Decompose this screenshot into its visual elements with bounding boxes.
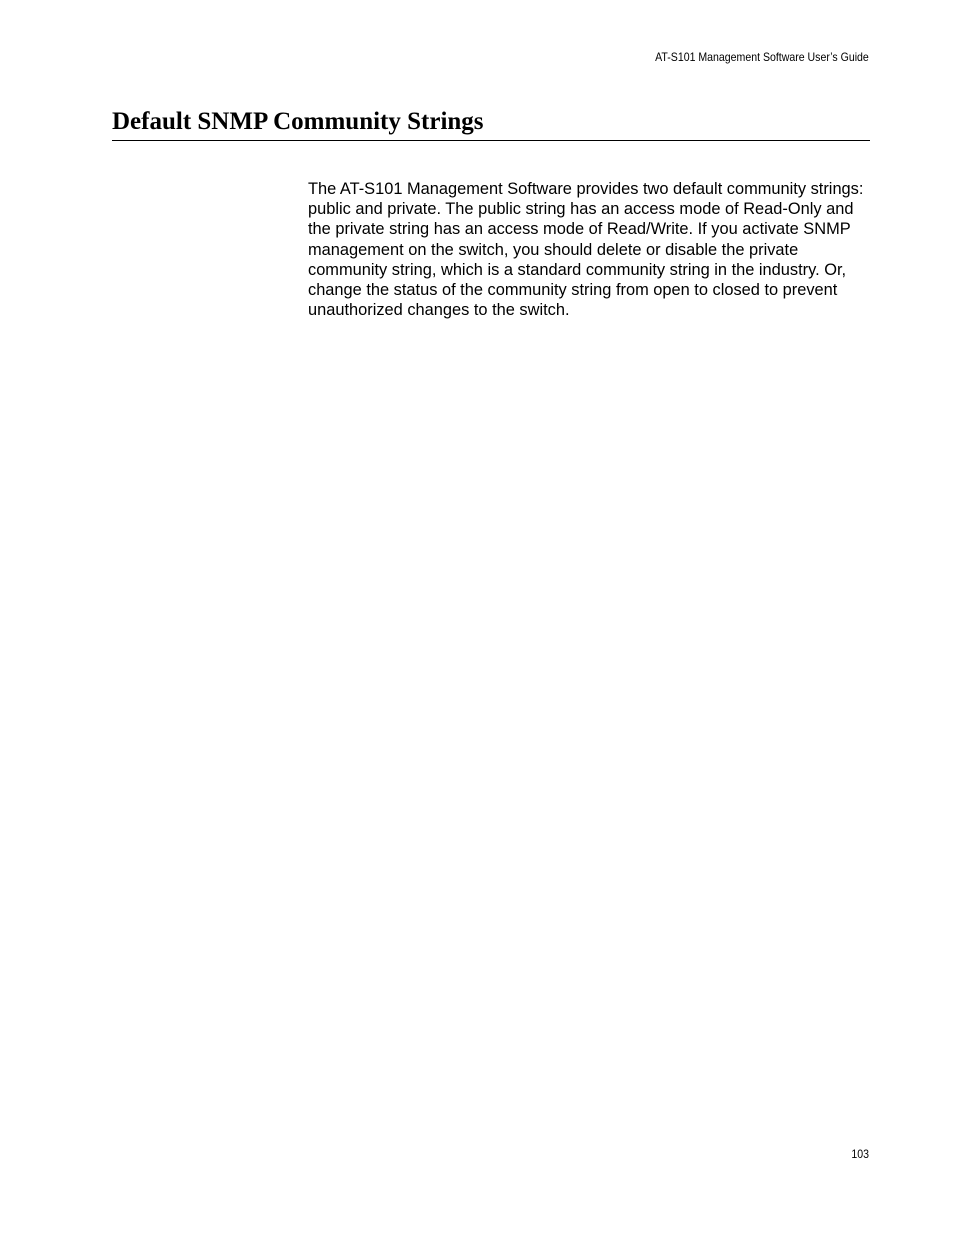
section-title: Default SNMP Community Strings (112, 108, 484, 135)
running-header: AT-S101 Management Software User’s Guide (655, 50, 869, 64)
title-divider (112, 140, 870, 141)
page-number: 103 (851, 1147, 869, 1161)
body-paragraph: The AT-S101 Management Software provides two default community strings: public and private. The public string has an access mode of Read-Only and the private string has an access mode of Read/Write. If you activate SNMP management on the switch, you should delete or disable the private community string, which is a standard community string in the industry. Or, change the status of the community string from open to closed to prevent unauthorized changes to the switch. (308, 180, 864, 320)
